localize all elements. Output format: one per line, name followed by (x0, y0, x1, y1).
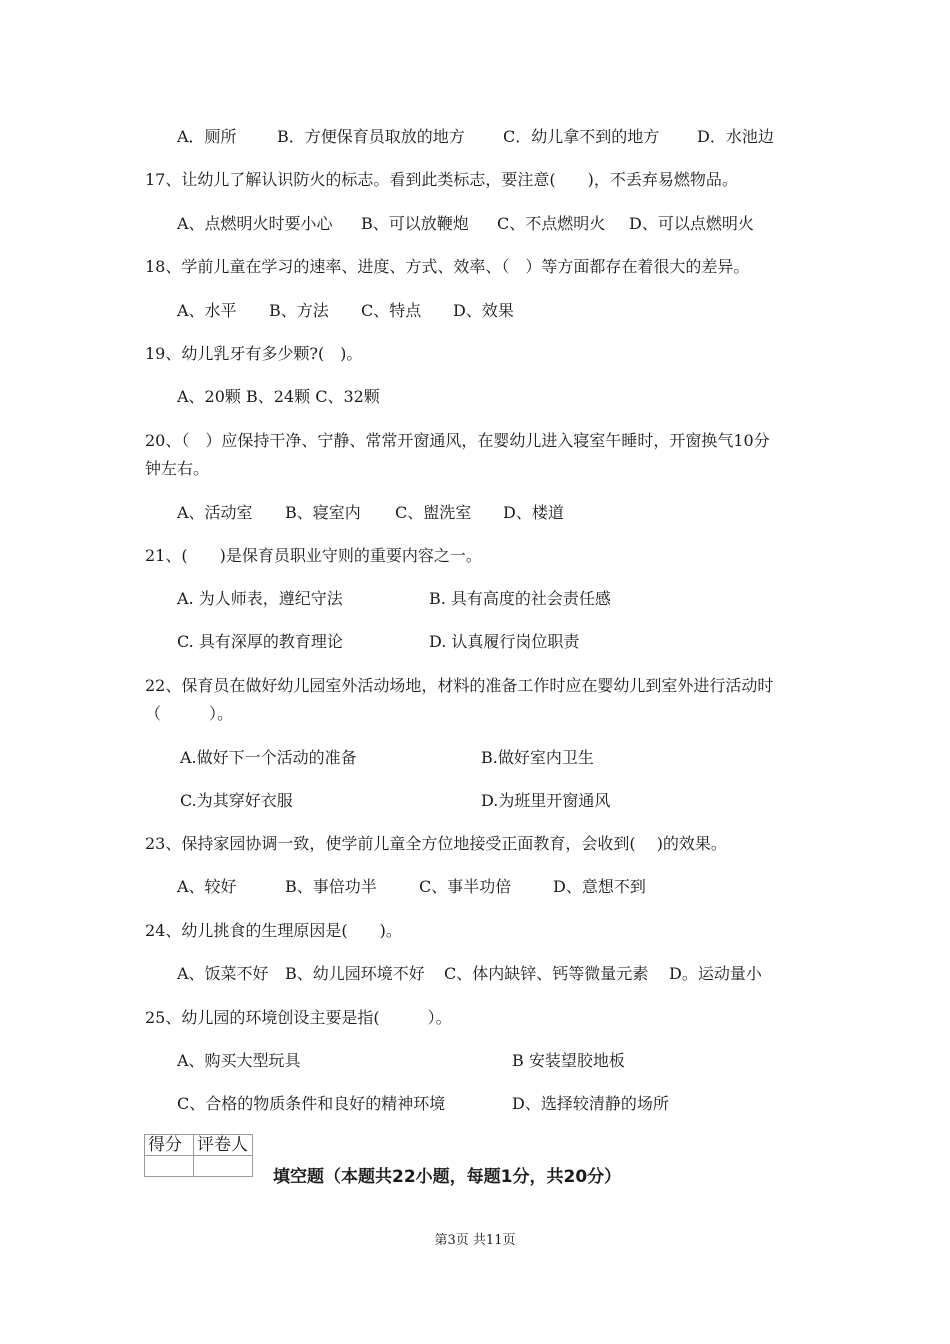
q21-option-d: D. 认真履行岗位职责 (429, 632, 580, 651)
section-title: 填空题（本题共22小题，每题1分，共20分） (273, 1167, 622, 1187)
q23-option-d: D、意想不到 (553, 877, 646, 896)
q24-option-c: C、体内缺锌、钙等微量元素 (444, 964, 649, 983)
grader-header: 评卷人 (194, 1135, 253, 1156)
q20-text-line1: 20、（ ）应保持干净、宁静、常常开窗通风，在婴幼儿进入寝室午睡时，开窗换气10分 (145, 431, 770, 450)
q22-option-d: D.为班里开窗通风 (481, 791, 611, 810)
score-table-blank-row (145, 1156, 253, 1177)
q25-option-a: A、购买大型玩具 (177, 1051, 301, 1070)
q17-option-d: D、可以点燃明火 (629, 214, 754, 233)
q20-option-c: C、盥洗室 (395, 503, 472, 522)
score-table-header-row (145, 1135, 253, 1156)
q23-option-c: C、事半功倍 (419, 877, 512, 896)
score-table (144, 1134, 253, 1177)
q16-option-a: A．厕所 (177, 127, 237, 146)
q20-option-b: B、寝室内 (285, 503, 361, 522)
q17-text: 17、让幼儿了解认识防火的标志。看到此类标志，要注意( )，不丢弃易燃物品。 (145, 170, 738, 189)
q24-option-a: A、饭菜不好 (177, 964, 269, 983)
q21-option-c: C. 具有深厚的教育理论 (177, 632, 343, 651)
q21-option-a: A. 为人师表，遵纪守法 (177, 589, 343, 608)
q23-option-b: B、事倍功半 (285, 877, 377, 896)
q19-text: 19、幼儿乳牙有多少颗?( )。 (145, 344, 363, 363)
q17-option-b: B、可以放鞭炮 (361, 214, 469, 233)
q18-option-c: C、特点 (361, 301, 422, 320)
q22-text-line2: （ ）。 (145, 704, 234, 723)
q25-option-b: B 安装望胶地板 (512, 1051, 625, 1070)
q25-option-d: D、选择较清静的场所 (512, 1094, 669, 1113)
q24-option-b: B、幼儿园环境不好 (285, 964, 425, 983)
page-footer: 第3页 共11页 (434, 1233, 516, 1248)
q16-option-c: C．幼儿拿不到的地方 (503, 127, 660, 146)
q20-option-a: A、活动室 (177, 503, 253, 522)
q22-text-line1: 22、保育员在做好幼儿园室外活动场地，材料的准备工作时应在婴幼儿到室外进行活动时 (145, 676, 774, 695)
q24-option-d: D。运动量小 (669, 964, 762, 983)
q22-option-b: B.做好室内卫生 (481, 748, 594, 767)
q16-option-d: D．水池边 (697, 127, 774, 146)
q18-option-b: B、方法 (269, 301, 329, 320)
q23-option-a: A、较好 (177, 877, 237, 896)
q20-option-d: D、楼道 (503, 503, 564, 522)
grader-cell (194, 1156, 253, 1177)
q20-text-line2: 钟左右。 (145, 459, 210, 478)
q18-option-d: D、效果 (453, 301, 514, 320)
q22-option-a: A.做好下一个活动的准备 (180, 748, 357, 767)
q25-text: 25、幼儿园的环境创设主要是指( ）。 (145, 1008, 452, 1027)
q18-option-a: A、水平 (177, 301, 237, 320)
q21-text: 21、( )是保育员职业守则的重要内容之一。 (145, 546, 482, 565)
q17-option-c: C、不点燃明火 (497, 214, 606, 233)
q22-option-c: C.为其穿好衣服 (180, 791, 293, 810)
q16-option-b: B．方便保育员取放的地方 (277, 127, 465, 146)
q18-text: 18、学前儿童在学习的速率、进度、方式、效率、（ ）等方面都存在着很大的差异。 (145, 257, 750, 276)
q17-option-a: A、点燃明火时要小心 (177, 214, 333, 233)
q23-text: 23、保持家园协调一致，使学前儿童全方位地接受正面教育，会收到( )的效果。 (145, 834, 727, 853)
q21-option-b: B. 具有高度的社会责任感 (429, 589, 611, 608)
q19-options: A、20颗 B、24颗 C、32颗 (177, 387, 380, 406)
q25-option-c: C、合格的物质条件和良好的精神环境 (177, 1094, 446, 1113)
q24-text: 24、幼儿挑食的生理原因是( )。 (145, 921, 402, 940)
score-header: 得分 (145, 1135, 194, 1156)
score-cell (145, 1156, 194, 1177)
